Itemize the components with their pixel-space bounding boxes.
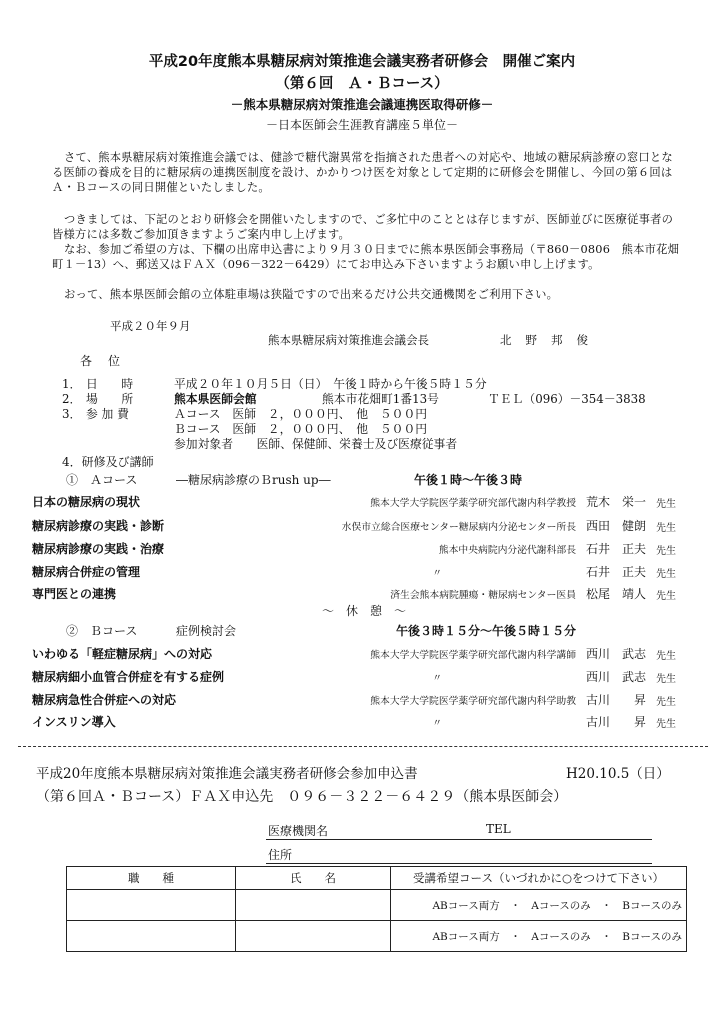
course-a-row-title: 糖尿病診療の実践・診断 <box>32 519 165 533</box>
info-num-3: 3． <box>62 407 82 421</box>
info-value-tel: ＴＥＬ（096）－354－3838 <box>488 392 646 406</box>
section-title: 4．研修及び講師 <box>62 455 154 469</box>
course-a-row-aff: 〃 <box>432 568 442 579</box>
body-paragraph-2: つきましては、下記のとおり研修会を開催いたしますので、ご多忙中のこととは存じますが、医師並びに医療従事者の皆様方には多数ご参加頂きますようご案内申し上げます。 <box>52 213 674 241</box>
col-name: 氏 名 <box>236 867 391 890</box>
info-value-address: 熊本市花畑町1番13号 <box>322 392 439 406</box>
col-job: 職 種 <box>67 867 236 890</box>
course-a-row-aff: 熊本大学大学院医学薬学研究部代謝内科学教授 <box>370 498 576 509</box>
course-option-cell[interactable]: ABコース両方 ・ Aコースのみ ・ Bコースのみ <box>391 921 687 952</box>
course-b-row-name: 古川 昇 <box>586 693 647 707</box>
break-label: ～ 休 憩 ～ <box>322 604 407 618</box>
job-cell[interactable] <box>67 921 236 952</box>
course-a-row-hon: 先生 <box>656 523 676 534</box>
tel-label: TEL <box>486 822 511 836</box>
form-fax: （第６回Ａ・Ｂコース）ＦＡＸ申込先 ０９６－３２２－６４２９（熊本県医師会） <box>36 789 568 805</box>
course-b-row-hon: 先生 <box>656 674 676 685</box>
info-fee-b: Ｂコース 医師 ２，０００円、 他 ５００円 <box>174 422 428 436</box>
name-cell[interactable] <box>236 921 391 952</box>
course-a-row-title: 糖尿病診療の実践・治療 <box>32 542 165 556</box>
course-a-time: 午後１時～午後３時 <box>414 473 523 487</box>
info-value-datetime: 平成２０年１０月５日（日） 午後１時から午後５時１５分 <box>174 377 487 391</box>
sender-name: 北野邦俊 <box>500 333 602 347</box>
info-value-place: 熊本県医師会館 <box>174 392 257 406</box>
course-a-theme: ―糖尿病診療のＢrush up― <box>176 473 331 487</box>
page-title: 平成20年度熊本県糖尿病対策推進会議実務者研修会 開催ご案内 <box>148 54 576 70</box>
info-num-1: 1． <box>62 377 82 391</box>
course-b-row-title: 糖尿病細小血管合併症を有する症例 <box>32 670 225 684</box>
name-cell[interactable] <box>236 890 391 921</box>
course-a-row-title: 専門医との連携 <box>32 587 117 601</box>
body-paragraph-4: おって、熊本県医師会館の立体駐車場は狭隘ですので出来るだけ公共交通機関をご利用下さい。 <box>64 288 559 301</box>
form-date: H20.10.5（日） <box>566 766 670 782</box>
course-b-row-title: インスリン導入 <box>32 715 116 729</box>
course-a-row-hon: 先生 <box>656 546 676 557</box>
form-title: 平成20年度熊本県糖尿病対策推進会議実務者研修会参加申込書 <box>36 766 418 782</box>
course-b-label: ② Ｂコース <box>66 624 138 638</box>
course-b-theme: 症例検討会 <box>176 624 237 638</box>
info-fee-a: Ａコース 医師 ２，０００円、 他 ５００円 <box>174 407 428 421</box>
sender-org: 熊本県糖尿病対策推進会議会長 <box>268 333 429 347</box>
page-credit: －日本医師会生涯教育講座５単位－ <box>265 118 458 132</box>
course-a-row-name: 荒木 栄一 <box>586 495 647 509</box>
cut-line <box>18 746 708 747</box>
course-a-row-hon: 先生 <box>656 569 676 580</box>
course-b-row-title: 糖尿病急性合併症への対応 <box>32 693 177 707</box>
info-label-fee: 参 加 費 <box>86 407 129 421</box>
info-label-datetime: 日 時 <box>86 377 134 391</box>
course-a-row-hon: 先生 <box>656 591 676 602</box>
body-paragraph-1: さて、熊本県糖尿病対策推進会議では、健診で糖代謝異常を指摘された患者への対応や、地域の糖尿病診療の窓口となる医師の養成を目的に糖尿病の連携医制度を設け、かかりつけ医を対象として定期的に研修会を開催し、今回の第６回はＡ・Ｂコースの同日開催といたしました。 <box>52 151 673 194</box>
institution-label: 医療機関名 <box>268 824 329 838</box>
course-b-row-hon: 先生 <box>656 697 676 708</box>
course-a-row-aff: 済生会熊本病院腫瘍・糖尿病センター医員 <box>390 590 576 601</box>
info-num-2: 2． <box>62 392 82 406</box>
course-a-row-name: 松尾 靖人 <box>586 587 647 601</box>
course-b-row-hon: 先生 <box>656 651 676 662</box>
institution-field[interactable] <box>266 839 652 840</box>
course-b-row-name: 西川 武志 <box>586 670 647 684</box>
body-paragraph-3: なお、参加ご希望の方は、下欄の出席申込書により９月３０日までに熊本県医師会事務局（〒860－0806 熊本市花畑町１－13）へ、郵送又はＦＡＸ（096－322－6429）にてお申込み下さいますようお願い申し上げます。 <box>52 243 680 271</box>
application-table <box>66 866 687 952</box>
letter-date: 平成２０年９月 <box>110 319 191 333</box>
course-b-row-name: 西川 武志 <box>586 647 647 661</box>
course-a-row-title: 日本の糖尿病の現状 <box>32 495 141 509</box>
course-a-row-hon: 先生 <box>656 499 676 510</box>
course-b-row-name: 古川 昇 <box>586 715 647 729</box>
course-a-row-title: 糖尿病合併症の管理 <box>32 565 141 579</box>
course-b-row-aff: 熊本大学大学院医学薬学研究部代謝内科学講師 <box>370 650 576 661</box>
course-a-label: ① Ａコース <box>66 473 138 487</box>
course-b-row-aff: 〃 <box>432 718 442 729</box>
addressee: 各位 <box>80 354 137 368</box>
course-b-row-aff: 〃 <box>432 673 442 684</box>
course-b-row-title: いわゆる「軽症糖尿病」への対応 <box>32 647 213 661</box>
page-subtitle: （第６回 Ａ・Ｂコース） <box>275 76 449 92</box>
course-a-row-aff: 熊本中央病院内分泌代謝科部長 <box>438 545 576 556</box>
address-field[interactable] <box>266 863 652 864</box>
course-b-row-aff: 熊本大学大学院医学薬学研究部代謝内科学助教 <box>370 696 576 707</box>
course-option-cell[interactable]: ABコース両方 ・ Aコースのみ ・ Bコースのみ <box>391 890 687 921</box>
col-course: 受講希望コース（いづれかに○をつけて下さい） <box>391 867 687 890</box>
course-b-row-hon: 先生 <box>656 719 676 730</box>
address-label: 住所 <box>268 848 293 862</box>
course-a-row-name: 西田 健朗 <box>586 519 647 533</box>
job-cell[interactable] <box>67 890 236 921</box>
info-target: 参加対象者 医師、保健師、栄養士及び医療従事者 <box>174 437 458 451</box>
course-a-row-name: 石井 正夫 <box>586 565 647 579</box>
course-b-time: 午後３時１５分～午後５時１５分 <box>396 624 577 638</box>
course-a-row-name: 石井 正夫 <box>586 542 647 556</box>
info-label-place: 場 所 <box>86 392 134 406</box>
course-a-row-aff: 水俣市立総合医療センター糖尿病内分泌センター所長 <box>341 522 576 533</box>
page-theme: －熊本県糖尿病対策推進会議連携医取得研修－ <box>230 97 494 112</box>
